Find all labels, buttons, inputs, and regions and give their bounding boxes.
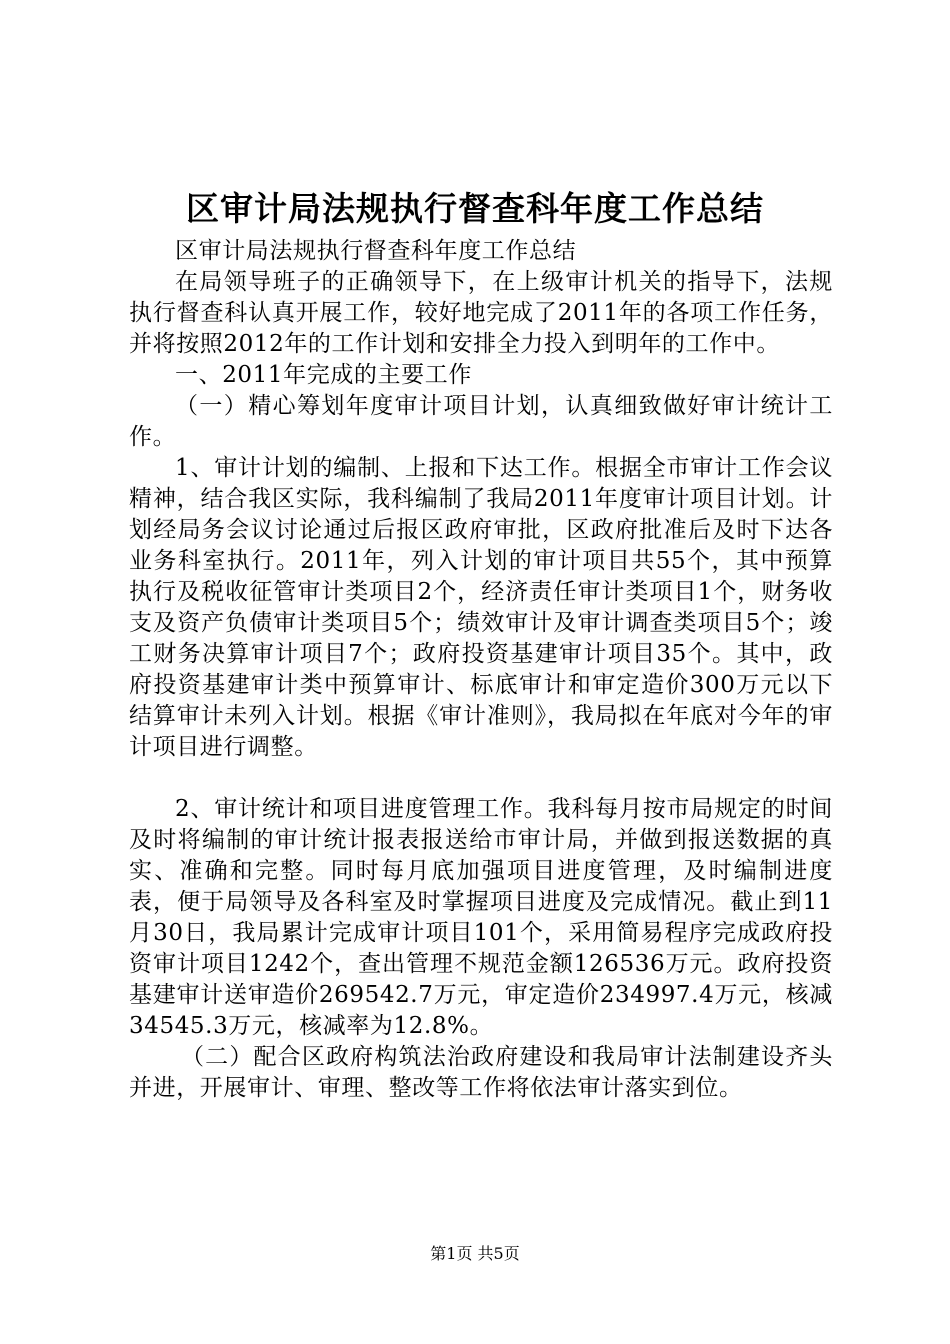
paragraph-intro: 在局领导班子的正确领导下，在上级审计机关的指导下，法规执行督查科认真开展工作，较好地完成了2011年的各项工作任务，并将按照2012年的工作计划和安排全力投入到明年的工作中。 [129, 269, 833, 357]
section-heading-1: 一、2011年完成的主要工作 [175, 362, 472, 388]
document-body [129, 236, 833, 1104]
paragraph-item-2: 2、审计统计和项目进度管理工作。我科每月按市局规定的时间及时将编制的审计统计报表报送给市审计局，并做到报送数据的真实、准确和完整。同时每月底加强项目进度管理，及时编制进度表，便于局领导及各科室及时掌握项目进度及完成情况。截止到11月30日，我局累计完成审计项目101个，采用简易程序完成政府投资审计项目1242个，查出管理不规范金额126536万元。政府投资基建审计送审造价269542.7万元，审定造价234997.4万元，核减34545.3万元，核减率为12.8%。 [129, 796, 833, 1039]
page-number-footer: 第1页 共5页 [430, 1244, 520, 1263]
paragraph-gap [129, 763, 833, 794]
paragraph-subtitle: 区审计局法规执行督查科年度工作总结 [175, 238, 577, 264]
document-title: 区审计局法规执行督查科年度工作总结 [186, 189, 764, 228]
subsection-heading-1: （一）精心筹划年度审计项目计划，认真细致做好审计统计工作。 [129, 393, 833, 450]
subsection-heading-2: （二）配合区政府构筑法治政府建设和我局审计法制建设齐头并进，开展审计、审理、整改等工作将依法审计落实到位。 [129, 1044, 833, 1101]
paragraph-item-1: 1、审计计划的编制、上报和下达工作。根据全市审计工作会议精神，结合我区实际，我科编制了我局2011年度审计项目计划。计划经局务会议讨论通过后报区政府审批，区政府批准后及时下达各业务科室执行。2011年，列入计划的审计项目共55个，其中预算执行及税收征管审计类项目2个，经济责任审计类项目1个，财务收支及资产负债审计类项目5个；绩效审计及审计调查类项目5个；竣工财务决算审计项目7个；政府投资基建审计项目35个。其中，政府投资基建审计类中预算审计、标底审计和审定造价300万元以下结算审计未列入计划。根据《审计准则》，我局拟在年底对今年的审计项目进行调整。 [129, 455, 833, 760]
